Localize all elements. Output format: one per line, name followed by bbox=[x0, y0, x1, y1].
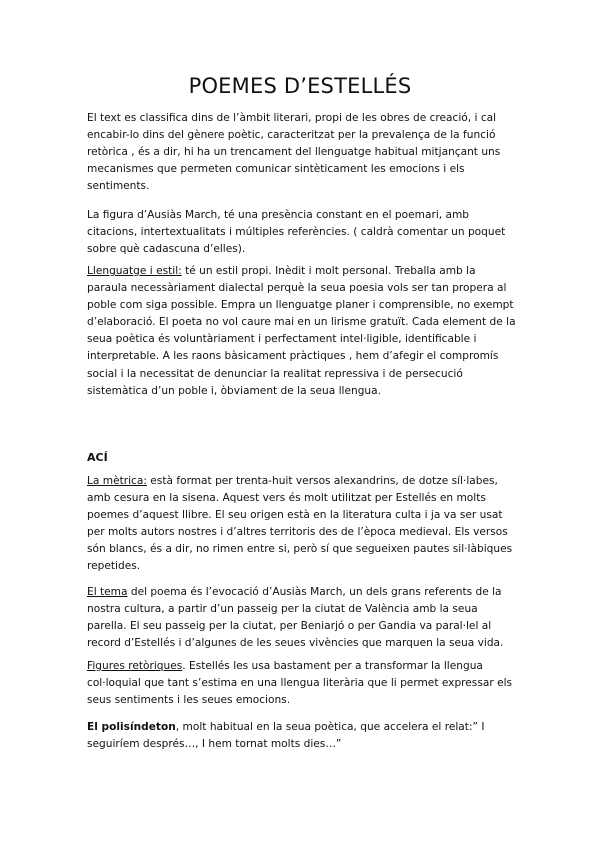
paragraph-language-style bbox=[87, 263, 519, 400]
section-heading-aci: ACÍ bbox=[87, 451, 108, 464]
label-rhetorical-figures: Figures retòriques bbox=[87, 660, 183, 672]
label-metrics: La mètrica: bbox=[87, 475, 147, 487]
paragraph-ausias-march: La figura d’Ausiàs March, té una presència constant en el poemari, amb citacions, intertextualitats i múltiples referències. ( caldrà comentar un poquet sobre què cadascuna d’elles). bbox=[87, 209, 506, 256]
label-polysyndeton: El polisíndeton bbox=[87, 721, 176, 733]
label-language-style: Llenguatge i estil: bbox=[87, 265, 182, 277]
label-theme: El tema bbox=[87, 586, 128, 598]
paragraph-polysyndeton bbox=[87, 719, 519, 753]
page-title: POEMES D’ESTELLÉS bbox=[188, 74, 412, 98]
text-metrics: està format per trenta-huit versos alexandrins, de dotze síl·labes, amb cesura en la sisena. Aquest vers és molt utilitzat per Estellés en molts poemes d’aquest llibre. El seu origen està en la literatura culta i ja va ser usat per molts autors nostres i d’altres territoris des de l’època medieval. Els versos són blancs, és a dir, no rimen entre si, però sí que segueixen pautes sil·làbiques repetides. bbox=[87, 475, 513, 573]
paragraph-rhetorical-figures bbox=[87, 658, 519, 709]
paragraph-metrics bbox=[87, 473, 519, 576]
paragraph-classification: El text es classifica dins de l’àmbit literari, propi de les obres de creació, i cal encabir-lo dins del gènere poètic, caracteritzat per la prevalença de la funció retòrica , és a dir, hi ha un trencament del llenguatge habitual mitjançant uns mecanismes que permeten comunicar sintèticament les emocions i els sentiments. bbox=[87, 112, 501, 193]
text-polysyndeton: , molt habitual en la seua poètica, que accelera el relat:” I seguiríem després…, I hem tornat molts dies…” bbox=[87, 721, 485, 751]
paragraph-theme bbox=[87, 584, 519, 652]
text-theme: del poema és l’evocació d’Ausiàs March, un dels grans referents de la nostra cultura, a partir d’un passeig per la ciutat de València amb la seua parella. El seu passeig per la ciutat, per Beniarjó o per Gandia va paral·lel al record d’Estellés i d’algunes de les seues vivències que marquen la seua vida. bbox=[87, 586, 504, 650]
text-rhetorical-figures: . Estellés les usa bastament per a transformar la llengua col·loquial que tant s’estima en una llengua literària que li permet expressar els seus sentiments i les seues emocions. bbox=[87, 660, 513, 707]
text-language-style: té un estil propi. Inèdit i molt personal. Treballa amb la paraula necessàriament dialectal perquè la seua poesia vols ser tan propera al poble com siga possible. Empra un llenguatge planer i comprensible, no exempt d’elaboració. El poeta no vol caure mai en un lirisme gratuït. Cada element de la seua poètica és voluntàriament i perfectament intel·ligible, identificable i interpretable. A les raons bàsicament pràctiques , hem d’afegir el compromís social i la necessitat de denunciar la realitat repressiva i de persecució sistemàtica d’un poble i, òbviament de la seua llengua. bbox=[87, 265, 516, 397]
